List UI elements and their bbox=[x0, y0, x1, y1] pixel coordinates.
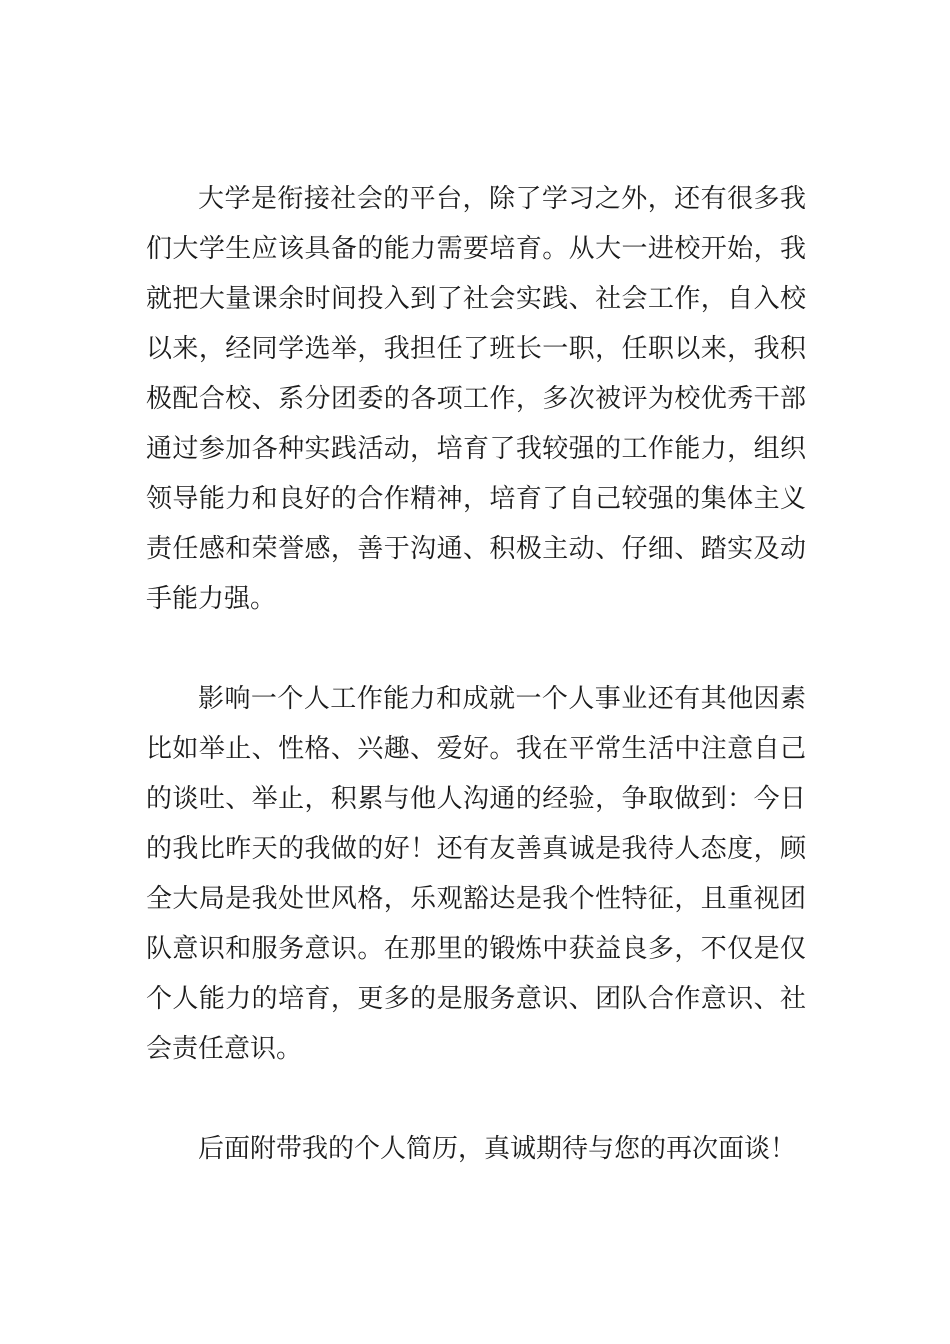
paragraph-line: 的我比昨天的我做的好！还有友善真诚是我待人态度，顾 bbox=[146, 834, 806, 864]
paragraph-line: 极配合校、系分团委的各项工作，多次被评为校优秀干部 bbox=[146, 384, 806, 414]
paragraph-line: 会责任意识。 bbox=[146, 1034, 303, 1064]
paragraph-line: 队意识和服务意识。在那里的锻炼中获益良多，不仅是仅 bbox=[146, 934, 806, 964]
paragraph-line: 通过参加各种实践活动，培育了我较强的工作能力，组织 bbox=[146, 434, 806, 464]
paragraph-line: 们大学生应该具备的能力需要培育。从大一进校开始，我 bbox=[146, 234, 806, 264]
paragraph-line: 就把大量课余时间投入到了社会实践、社会工作，自入校 bbox=[146, 284, 806, 314]
paragraph-3 bbox=[146, 1124, 806, 1174]
paragraph-spacer bbox=[146, 1074, 806, 1124]
paragraph-line: 领导能力和良好的合作精神，培育了自己较强的集体主义 bbox=[146, 484, 806, 514]
paragraph-line: 影响一个人工作能力和成就一个人事业还有其他因素 bbox=[198, 684, 806, 714]
paragraph-line: 手能力强。 bbox=[146, 584, 277, 614]
paragraph-spacer bbox=[146, 624, 806, 674]
document-body bbox=[146, 174, 806, 1174]
paragraph-line: 后面附带我的个人简历，真诚期待与您的再次面谈！ bbox=[198, 1134, 797, 1164]
paragraph-1 bbox=[146, 174, 806, 624]
paragraph-line: 个人能力的培育，更多的是服务意识、团队合作意识、社 bbox=[146, 984, 806, 1014]
paragraph-line: 全大局是我处世风格，乐观豁达是我个性特征，且重视团 bbox=[146, 884, 806, 914]
paragraph-line: 大学是衔接社会的平台，除了学习之外，还有很多我 bbox=[198, 184, 806, 214]
paragraph-line: 以来，经同学选举，我担任了班长一职，任职以来，我积 bbox=[146, 334, 806, 364]
paragraph-2 bbox=[146, 674, 806, 1074]
paragraph-line: 的谈吐、举止，积累与他人沟通的经验，争取做到：今日 bbox=[146, 784, 806, 814]
paragraph-line: 比如举止、性格、兴趣、爱好。我在平常生活中注意自己 bbox=[146, 734, 806, 764]
paragraph-line: 责任感和荣誉感，善于沟通、积极主动、仔细、踏实及动 bbox=[146, 534, 806, 564]
